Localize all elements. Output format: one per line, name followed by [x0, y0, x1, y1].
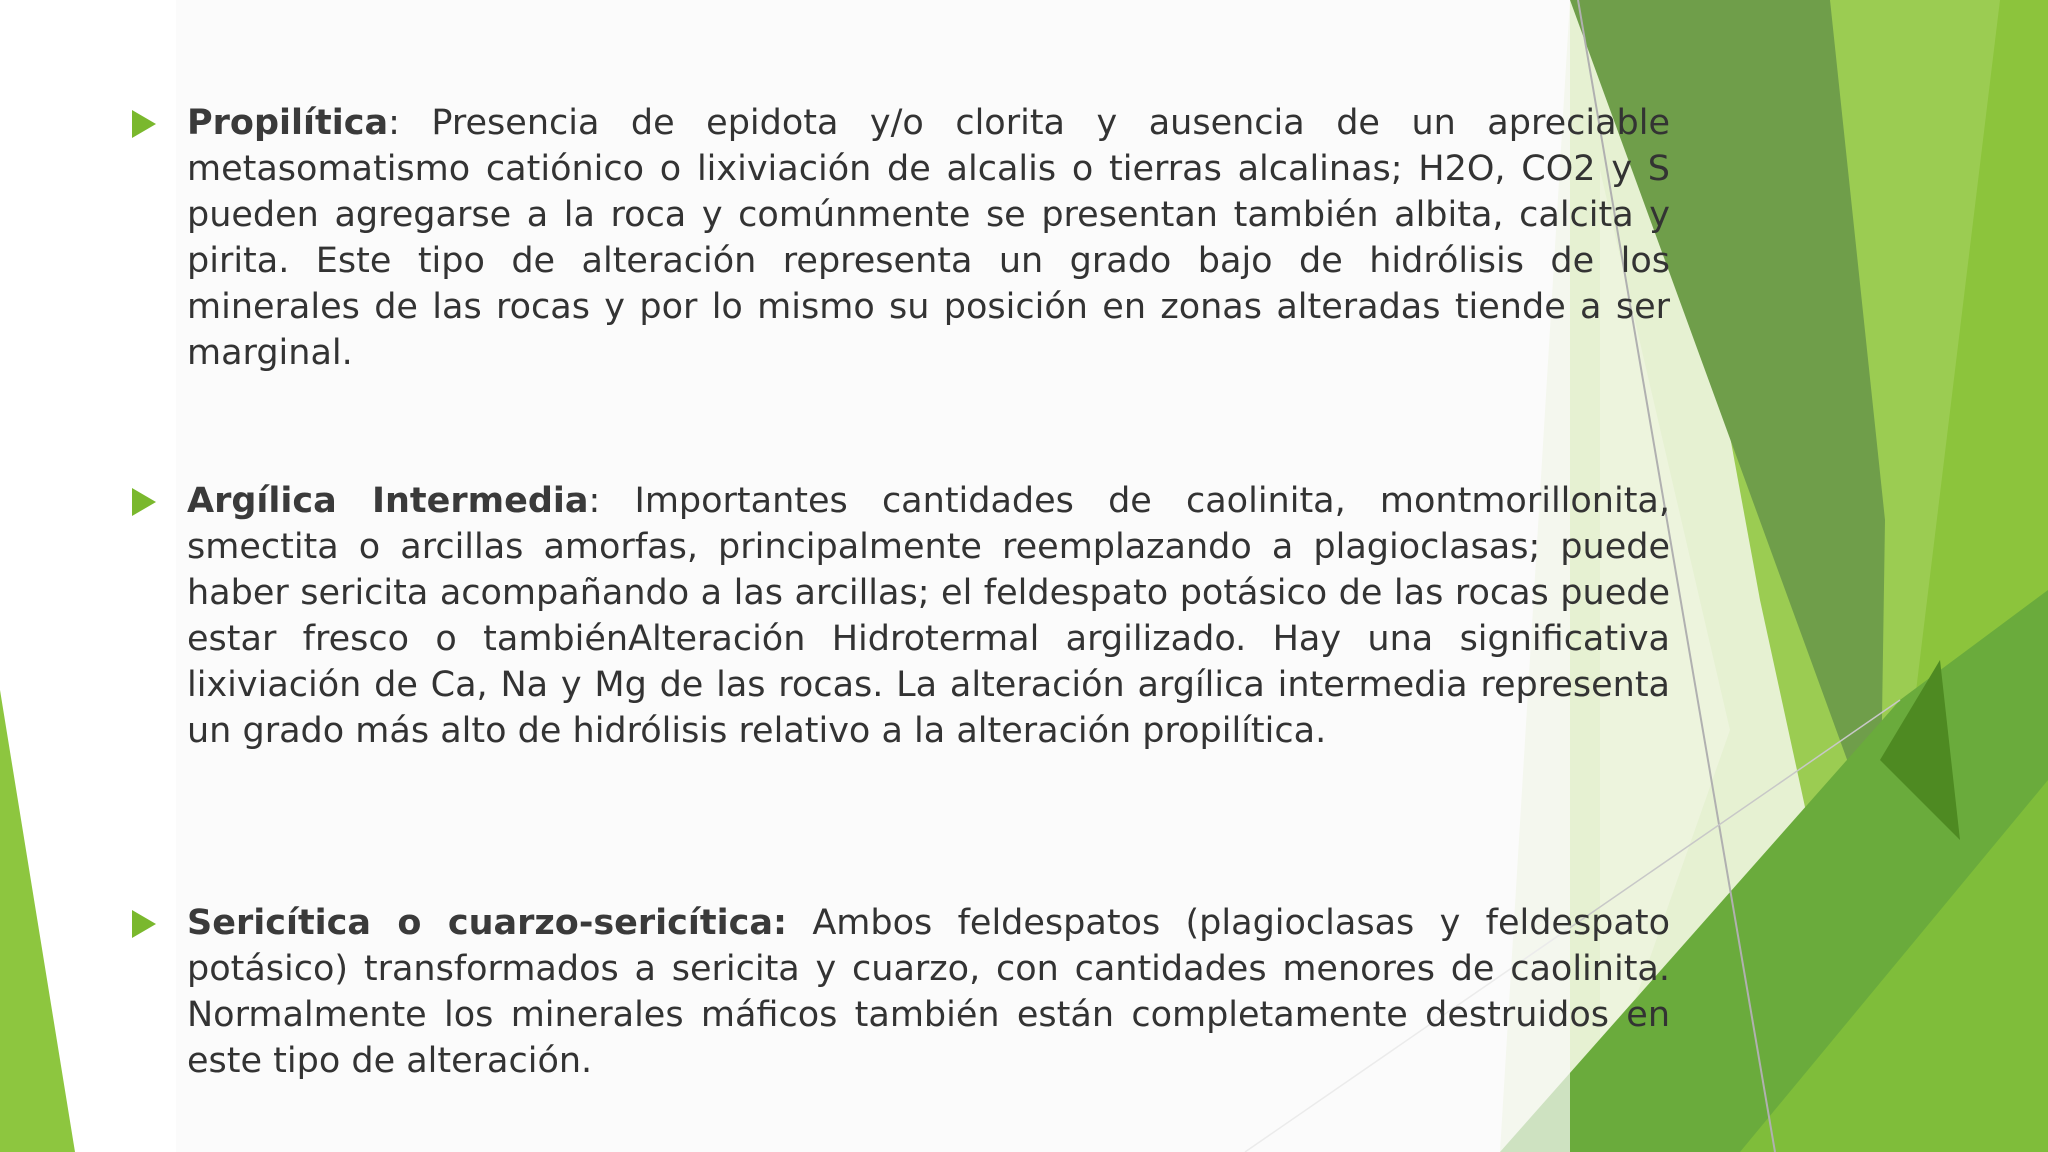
bullet-term: Sericítica o cuarzo-sericítica:: [187, 903, 788, 943]
bullet-text: [187, 478, 1670, 754]
bullet-term: Argílica Intermedia: [187, 481, 589, 521]
triangle-right-icon: [132, 110, 156, 138]
bullet-body: Ambos feldespatos (plagioclasas y feldespato potásico) transformados a sericita y cuarzo, con cantidades menores de caolinita. Normalmente los minerales máficos también están completamente destruidos en este tipo de alteración.: [187, 903, 1670, 1081]
bullet-term: Propilítica: [187, 103, 389, 143]
left-green-sliver: [0, 690, 75, 1152]
bullet-text: [187, 100, 1670, 376]
bullet-separator: [787, 903, 812, 943]
triangle-right-icon: [132, 910, 156, 938]
bullet-body: Importantes cantidades de caolinita, montmorillonita, smectita o arcillas amorfas, principalmente reemplazando a plagioclasas; puede haber sericita acompañando a las arcillas; el feldespato potásico de las rocas puede estar fresco o tambiénAlteración Hidrotermal argilizado. Hay una significativa lixiviación de Ca, Na y Mg de las rocas. La alteración argílica intermedia representa un grado más alto de hidrólisis relativo a la alteración propilítica.: [187, 481, 1671, 751]
bullet-separator: :: [388, 103, 432, 143]
bullet-body: Presencia de epidota y/o clorita y ausencia de un apreciable metasomatismo catiónico o lixiviación de alcalis o tierras alcalinas; H2O, CO2 y S pueden agregarse a la roca y comúnmente se presentan también albita, calcita y pirita. Este tipo de alteración representa un grado bajo de hidrólisis de los minerales de las rocas y por lo mismo su posición en zonas alteradas tiende a ser marginal.: [187, 103, 1671, 373]
bullet-text: [187, 900, 1670, 1084]
bullet-separator: :: [588, 481, 635, 521]
triangle-right-icon: [132, 488, 156, 516]
